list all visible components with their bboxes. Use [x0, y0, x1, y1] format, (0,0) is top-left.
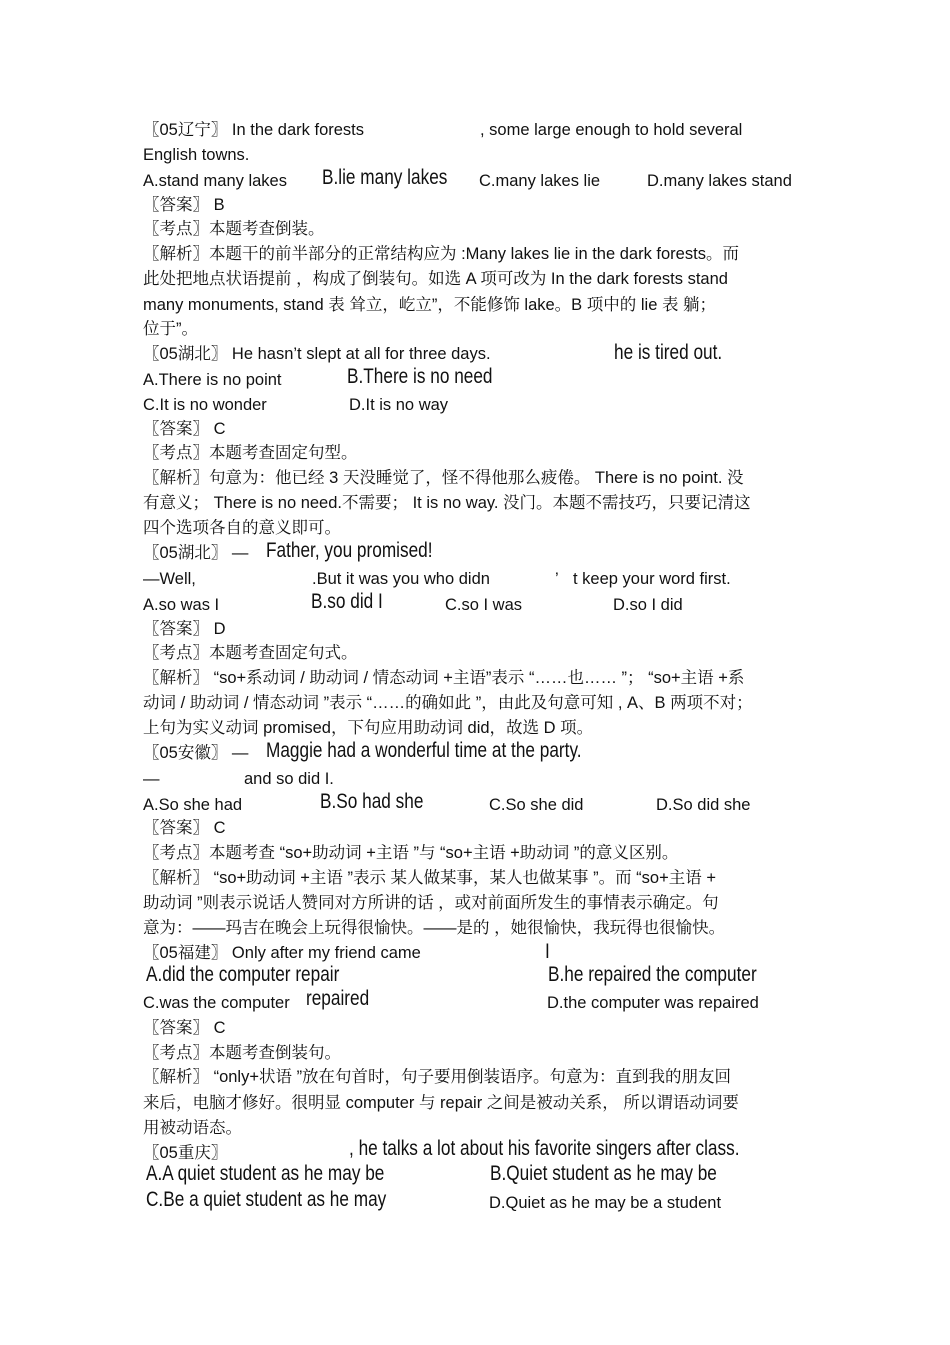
q4-answer: 〖答案〗 C — [143, 819, 226, 837]
q4-stem-handwritten: Maggie had a wonderful time at the party. — [266, 739, 582, 762]
q1-analysis-line: many monuments, stand 表 耸立，屹立”，不能修饰 lake。B 项中的 lie 表 躺； — [143, 296, 717, 314]
q3-option-c: C.so I was — [445, 596, 523, 614]
q1-stem-end: , some large enough to hold several — [480, 121, 743, 139]
q6-option-a: A.A quiet student as he may be — [146, 1162, 385, 1185]
q3-point: 〖考点〗本题考查固定句式。 — [143, 644, 358, 662]
q1-answer: 〖答案〗 B — [143, 196, 225, 214]
q3-option-b: B.so did I — [311, 590, 383, 613]
q6-option-c: C.Be a quiet student as he may — [146, 1188, 387, 1211]
q5-option-a: A.did the computer repair — [146, 963, 340, 986]
q3-line2-middle: .But it was you who didn — [312, 570, 490, 588]
q5-option-c-handwritten: repaired — [306, 987, 370, 1010]
q3-line2-end: t keep your word first. — [573, 570, 731, 588]
q5-analysis-line: 〖解析〗 “only+状语 ”放在句首时，句子要用倒装语序。句意为：直到我的朋友回 — [143, 1068, 732, 1086]
q3-analysis-line: 〖解析〗 “so+系动词 / 助动词 / 情态动词 +主语”表示 “……也…… ”； “so+主语 +系 — [143, 669, 745, 687]
q3-analysis-line: 上句为实义动词 promised，下句应用助动词 did，故选 D 项。 — [143, 719, 594, 737]
q1-option-d: D.many lakes stand — [647, 172, 792, 190]
q4-point: 〖考点〗本题考查 “so+助动词 +主语 ”与 “so+主语 +助动词 ”的意义区别。 — [143, 844, 679, 862]
q3-option-a: A.so was I — [143, 596, 220, 614]
q2-analysis-line: 四个选项各自的意义即可。 — [143, 519, 341, 537]
q3-option-d: D.so I did — [613, 596, 683, 614]
q5-option-b: B.he repaired the computer — [548, 963, 757, 986]
q5-option-d: D.the computer was repaired — [547, 994, 759, 1012]
q1-option-a: A.stand many lakes — [143, 172, 287, 190]
q4-analysis-line: 〖解析〗 “so+助动词 +主语 ”表示 某人做某事，某人也做某事 ”。而 “so+主语 + — [143, 869, 716, 887]
q4-analysis-line: 意为：——玛吉在晚会上玩得很愉快。——是的 ，她很愉快，我玩得也很愉快。 — [143, 919, 726, 937]
q5-stem-handwritten: I — [545, 940, 550, 963]
q1-analysis-line: 〖解析〗本题干的前半部分的正常结构应为 :Many lakes lie in the dark forests。而 — [143, 245, 739, 263]
q2-analysis-line: 〖解析〗句意为：他已经 3 天没睡觉了，怪不得他那么疲倦。 There is no point. 没 — [143, 469, 744, 487]
q5-point: 〖考点〗本题考查倒装句。 — [143, 1044, 341, 1062]
q4-option-b: B.So had she — [320, 790, 424, 813]
q4-stem: 〖05安徽〗 — — [143, 744, 249, 762]
q1-stem-line2: English towns. — [143, 146, 250, 164]
q4-line2-dash: — — [143, 770, 160, 788]
q3-stem: 〖05湖北〗 — — [143, 544, 249, 562]
q5-stem: 〖05福建〗 Only after my friend came — [143, 944, 421, 962]
q2-option-a: A.There is no point — [143, 371, 282, 389]
q5-answer: 〖答案〗 C — [143, 1019, 226, 1037]
q6-stem: 〖05重庆〗 — [143, 1144, 228, 1162]
q5-analysis-line: 来后，电脑才修好。很明显 computer 与 repair 之间是被动关系， 所以谓语动词要 — [143, 1094, 739, 1112]
q1-option-c: C.many lakes lie — [479, 172, 601, 190]
q1-analysis-line: 位于”。 — [143, 320, 198, 338]
q3-line2-apostrophe: ’ — [555, 570, 559, 588]
q6-option-b: B.Quiet student as he may be — [490, 1162, 717, 1185]
q5-analysis-line: 用被动语态。 — [143, 1119, 242, 1137]
q2-answer: 〖答案〗 C — [143, 420, 226, 438]
q2-analysis-line: 有意义； There is no need.不需要； It is no way. 没门。本题不需技巧，只要记清这 — [143, 494, 751, 512]
q4-line2-text: and so did I. — [244, 770, 334, 788]
q4-option-d: D.So did she — [656, 796, 751, 814]
q5-option-c: C.was the computer — [143, 994, 290, 1012]
q1-analysis-line: 此处把地点状语提前 ，构成了倒装句。如选 A 项可改为 In the dark forests stand — [143, 270, 728, 288]
q2-option-d: D.It is no way — [349, 396, 449, 414]
q2-stem-handwritten: he is tired out. — [614, 341, 723, 364]
q6-option-d: D.Quiet as he may be a student — [489, 1194, 722, 1212]
q4-option-c: C.So she did — [489, 796, 584, 814]
q1-point: 〖考点〗本题考查倒装。 — [143, 220, 325, 238]
q3-stem-handwritten: Father, you promised! — [266, 539, 433, 562]
q4-analysis-line: 助动词 ”则表示说话人赞同对方所讲的话 ，或对前面所发生的事情表示确定。句 — [143, 894, 719, 912]
q1-option-b: B.lie many lakes — [322, 166, 448, 189]
q2-stem: 〖05湖北〗 He hasn’t slept at all for three days. — [143, 345, 491, 363]
q2-option-b: B.There is no need — [347, 365, 493, 388]
q2-point: 〖考点〗本题考查固定句型。 — [143, 444, 358, 462]
q3-line2-start: —Well, — [143, 570, 196, 588]
q4-option-a: A.So she had — [143, 796, 243, 814]
q2-option-c: C.It is no wonder — [143, 396, 267, 414]
q1-stem: 〖05辽宁〗 In the dark forests — [143, 121, 365, 139]
q6-stem-handwritten: , he talks a lot about his favorite singers after class. — [349, 1137, 740, 1160]
q3-analysis-line: 动词 / 助动词 / 情态动词 ”表示 “……的确如此 ”，由此及句意可知 , A、B 两项不对； — [143, 694, 753, 712]
q3-answer: 〖答案〗 D — [143, 620, 226, 638]
